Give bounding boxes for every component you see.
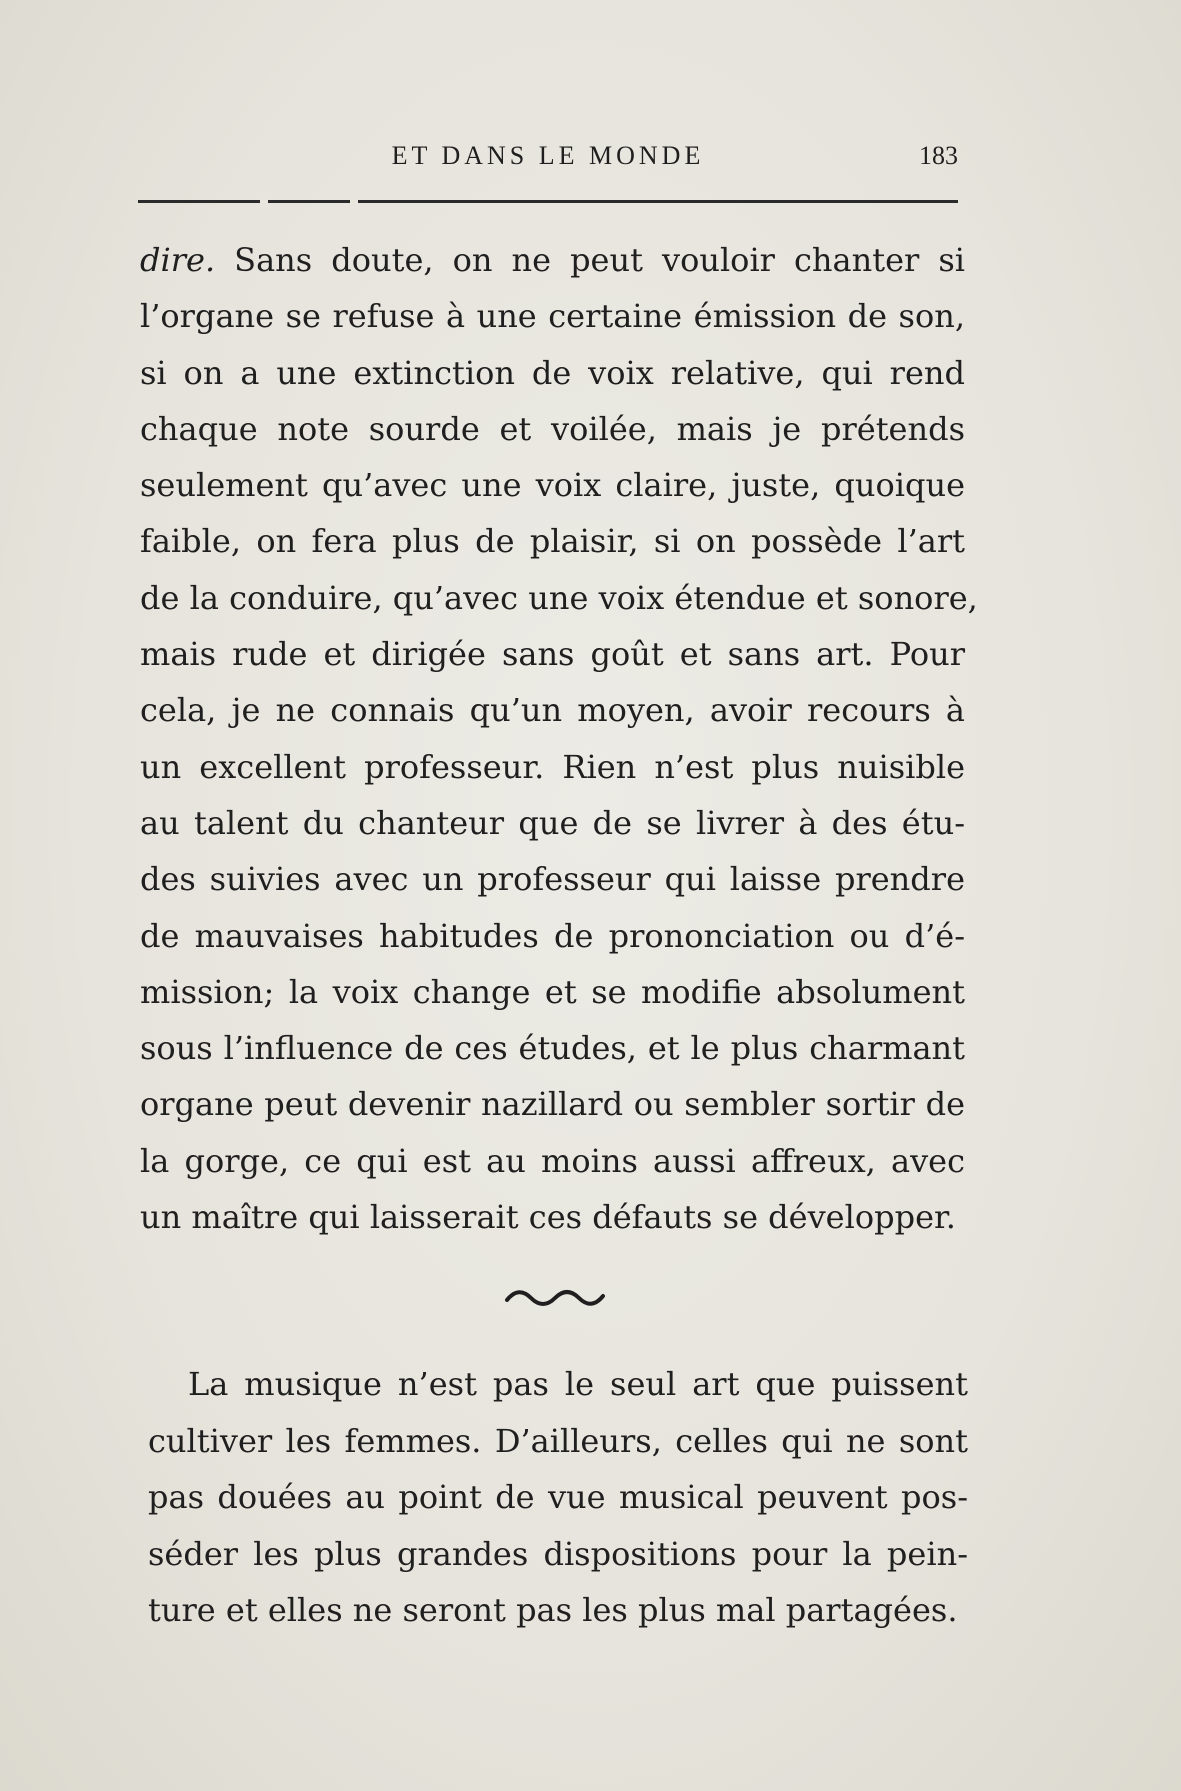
text-line: de mauvaises habitudes de prononciation ou d’é-: [140, 916, 965, 955]
text-line: pas douées au point de vue musical peuvent pos-: [148, 1478, 968, 1516]
paragraph-continued: [140, 232, 978, 1245]
italic-word: dire.: [140, 241, 216, 279]
text-line: La musique n’est pas le seul art que puissent: [188, 1365, 968, 1403]
text-line: un excellent professeur. Rien n’est plus nuisible: [140, 747, 965, 786]
text-line: cultiver les femmes. D’ailleurs, celles qui ne sont: [148, 1421, 968, 1460]
text-line: de la conduire, qu’avec une voix étendue et sonore,: [140, 578, 978, 617]
text-line: la gorge, ce qui est au moins aussi affreux, avec: [140, 1141, 965, 1180]
text-line: des suivies avec un professeur qui laisse prendre: [140, 860, 965, 899]
line-text: Sans doute, on ne peut vouloir chanter si: [215, 241, 965, 279]
paragraph-new: [148, 1356, 968, 1639]
wavy-ornament-icon: [505, 1286, 605, 1310]
text-line: cela, je ne connais qu’un moyen, avoir recours à: [140, 691, 965, 730]
text-line: un maître qui laisserait ces défauts se développer.: [140, 1198, 956, 1237]
text-line: mais rude et dirigée sans goût et sans art. Pour: [140, 635, 965, 674]
text-line: seulement qu’avec une voix claire, juste, quoique: [140, 466, 965, 505]
header-rule: [138, 200, 958, 203]
text-line: chaque note sourde et voilée, mais je prétends: [140, 409, 965, 448]
text-line: ture et elles ne seront pas les plus mal partagées.: [148, 1591, 958, 1629]
running-head: [138, 141, 958, 181]
text-line: l’organe se refuse à une certaine émission de son,: [140, 297, 965, 336]
text-line: sous l’influence de ces études, et le plus charmant: [140, 1029, 965, 1068]
text-line: faible, on fera plus de plaisir, si on possède l’art: [140, 522, 965, 561]
running-title: ET DANS LE MONDE: [391, 141, 705, 170]
text-line: au talent du chanteur que de se livrer à des étu-: [140, 803, 965, 842]
text-line: [140, 232, 965, 288]
text-line: organe peut devenir nazillard ou sembler sortir de: [140, 1085, 965, 1124]
text-line: mission; la voix change et se modifie absolument: [140, 972, 965, 1011]
text-line: si on a une extinction de voix relative, qui rend: [140, 353, 965, 392]
page-number: 183: [919, 141, 958, 170]
text-line: séder les plus grandes dispositions pour la pein-: [148, 1534, 968, 1573]
